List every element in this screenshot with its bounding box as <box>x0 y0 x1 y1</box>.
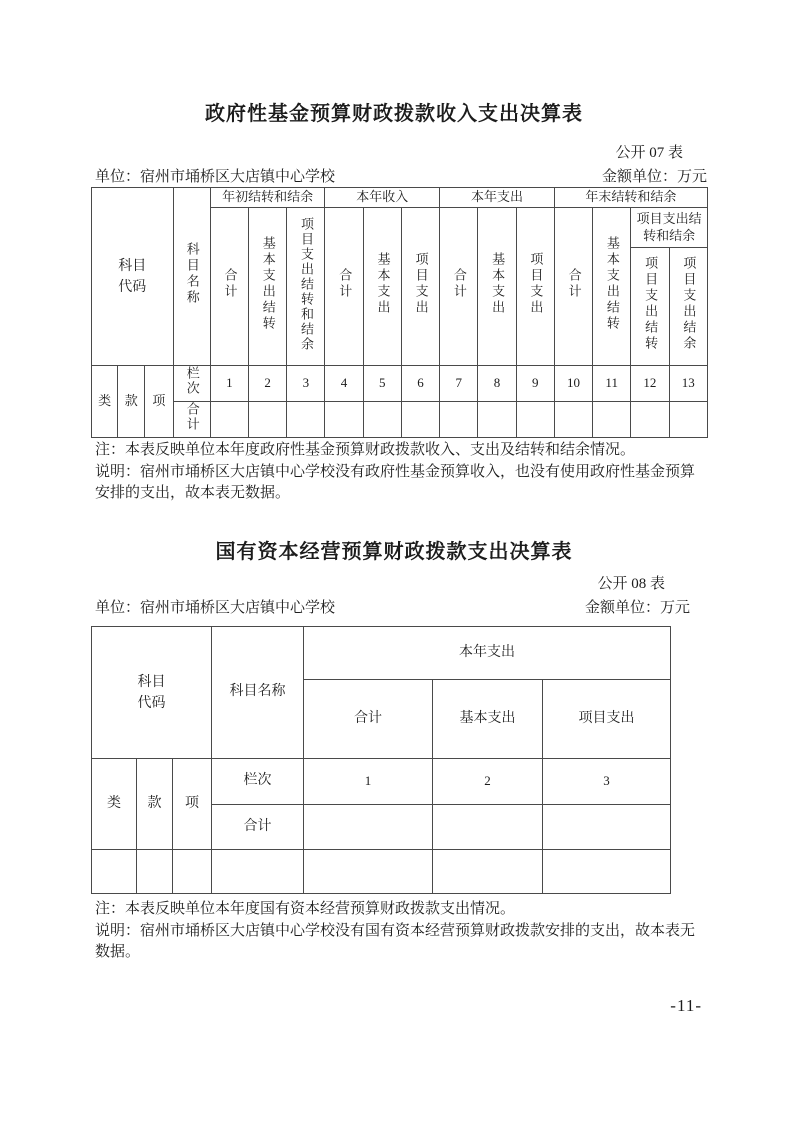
end-project-carryover-label: 项目支出结转 <box>643 256 659 353</box>
table2-note-line: 数据。 <box>95 944 141 960</box>
header-end-basic-carryover <box>593 208 631 366</box>
state-capital-budget-table <box>91 626 671 894</box>
header-end-project-carryover <box>631 248 669 366</box>
table1-note-line: 注：本表反映单位本年度政府性基金预算财政拨款收入、支出及结转和结余情况。 <box>95 442 636 458</box>
income-total-label: 合计 <box>337 268 353 301</box>
header-income-total <box>325 208 363 366</box>
table2-title: 国有资本经营预算财政拨款支出决算表 <box>215 541 573 563</box>
header-group-current-income: 本年收入 <box>325 188 440 208</box>
empty-value-cell <box>669 402 707 438</box>
empty-value-cell <box>516 402 554 438</box>
lane-number-cell: 5 <box>363 366 401 402</box>
header-expense-project: 项目支出 <box>543 680 671 759</box>
end-total-label: 合计 <box>566 268 582 301</box>
expense-project-label: 项目支出 <box>528 252 544 317</box>
empty-value-cell <box>543 805 671 850</box>
body-code-class-cell: 类 <box>92 759 137 850</box>
gov-fund-budget-table <box>91 187 708 438</box>
empty-value-cell <box>554 402 592 438</box>
empty-code-section-cell <box>137 850 173 894</box>
body-total-label-cell <box>173 402 210 438</box>
header-begin-total <box>210 208 248 366</box>
lane-number-cell: 2 <box>433 759 543 805</box>
table1-note-line: 安排的支出，故本表无数据。 <box>95 485 291 501</box>
lane-number-cell: 11 <box>593 366 631 402</box>
table2-note-line: 说明：宿州市埇桥区大店镇中心学校没有国有资本经营预算财政拨款安排的支出，故本表无 <box>95 922 696 939</box>
body-lane-label-cell <box>173 366 210 402</box>
header-group-current-expense: 本年支出 <box>440 188 555 208</box>
empty-value-cell <box>433 850 543 894</box>
empty-value-cell <box>440 402 478 438</box>
table2-unit-row <box>95 598 690 618</box>
lane-number-cell: 9 <box>516 366 554 402</box>
lane-number-cell: 8 <box>478 366 516 402</box>
empty-value-cell <box>210 402 248 438</box>
table1-unit-row <box>95 167 707 187</box>
header-subject-name <box>173 188 210 366</box>
table1-form-tag: 公开 07 表 <box>615 145 683 161</box>
lane-number-cell: 4 <box>325 366 363 402</box>
empty-code-class-cell <box>92 850 137 894</box>
table2-amount-unit-label: 金额单位：万元 <box>584 600 690 616</box>
header-income-basic <box>363 208 401 366</box>
lane-number-cell: 1 <box>210 366 248 402</box>
header-end-project-surplus <box>669 248 707 366</box>
empty-value-cell <box>363 402 401 438</box>
end-project-surplus-label: 项目支出结余 <box>681 256 697 353</box>
table2-notes <box>95 899 709 964</box>
lane-number-cell: 3 <box>543 759 671 805</box>
empty-value-cell <box>593 402 631 438</box>
body-total-label-cell: 合计 <box>212 805 304 850</box>
empty-value-cell <box>478 402 516 438</box>
subject-code-label: 科目代码 <box>118 258 147 295</box>
expense-total-label: 合计 <box>451 268 467 301</box>
header-expense-total <box>440 208 478 366</box>
begin-total-label: 合计 <box>222 268 238 301</box>
header-group-current-expense: 本年支出 <box>304 627 671 680</box>
income-basic-label: 基本支出 <box>375 252 391 317</box>
header-begin-basic-carryover <box>248 208 286 366</box>
empty-subject-name-cell <box>212 850 304 894</box>
page-number: -11- <box>670 996 702 1015</box>
header-income-project <box>401 208 439 366</box>
header-subject-name: 科目名称 <box>212 627 304 759</box>
empty-value-cell <box>543 850 671 894</box>
header-end-project-subgroup: 项目支出结转和结余 <box>631 208 708 248</box>
empty-value-cell <box>287 402 325 438</box>
table1-amount-unit-label: 金额单位：万元 <box>601 169 707 185</box>
empty-code-item-cell <box>173 850 212 894</box>
header-group-end-balance: 年末结转和结余 <box>554 188 707 208</box>
begin-project-carryover-label: 项目支出结转和结余 <box>298 216 314 352</box>
header-group-begin-balance: 年初结转和结余 <box>210 188 325 208</box>
lane-number-cell: 13 <box>669 366 707 402</box>
empty-value-cell <box>248 402 286 438</box>
lane-number-cell: 10 <box>554 366 592 402</box>
table1-note-line: 说明：宿州市埇桥区大店镇中心学校没有政府性基金预算收入，也没有使用政府性基金预算 <box>95 463 696 480</box>
header-subject-code <box>92 188 174 366</box>
expense-basic-label: 基本支出 <box>490 252 506 317</box>
table1-unit-label: 单位：宿州市埇桥区大店镇中心学校 <box>95 169 336 185</box>
lane-number-cell: 3 <box>287 366 325 402</box>
header-end-total <box>554 208 592 366</box>
empty-value-cell <box>304 850 433 894</box>
table1-notes <box>95 440 709 505</box>
table2-unit-label: 单位：宿州市埇桥区大店镇中心学校 <box>95 600 336 616</box>
income-project-label: 项目支出 <box>413 252 429 317</box>
total-label: 合计 <box>184 402 200 432</box>
lane-label: 栏次 <box>184 366 200 397</box>
end-basic-carryover-label: 基本支出结转 <box>604 236 620 333</box>
header-begin-project-carryover <box>287 208 325 366</box>
header-expense-total: 合计 <box>304 680 433 759</box>
body-lane-label-cell: 栏次 <box>212 759 304 805</box>
body-code-section-cell: 款 <box>137 759 173 850</box>
subject-code-label: 科目代码 <box>137 674 166 711</box>
lane-number-cell: 12 <box>631 366 669 402</box>
header-expense-project <box>516 208 554 366</box>
table2-note-line: 注：本表反映单位本年度国有资本经营预算财政拨款支出情况。 <box>95 901 516 917</box>
lane-number-cell: 6 <box>401 366 439 402</box>
body-code-item-cell: 项 <box>173 759 212 850</box>
body-code-item-cell: 项 <box>145 366 173 438</box>
body-code-section-cell: 款 <box>118 366 145 438</box>
empty-value-cell <box>631 402 669 438</box>
subject-name-label: 科目名称 <box>184 242 200 307</box>
empty-value-cell <box>433 805 543 850</box>
header-subject-code <box>92 627 212 759</box>
empty-value-cell <box>304 805 433 850</box>
empty-value-cell <box>401 402 439 438</box>
lane-number-cell: 2 <box>248 366 286 402</box>
header-expense-basic: 基本支出 <box>433 680 543 759</box>
empty-value-cell <box>325 402 363 438</box>
table1-title: 政府性基金预算财政拨款收入支出决算表 <box>205 103 583 125</box>
header-expense-basic <box>478 208 516 366</box>
lane-number-cell: 1 <box>304 759 433 805</box>
lane-number-cell: 7 <box>440 366 478 402</box>
begin-basic-carryover-label: 基本支出结转 <box>260 236 276 333</box>
table2-form-tag: 公开 08 表 <box>597 576 665 592</box>
body-code-class-cell: 类 <box>92 366 118 438</box>
